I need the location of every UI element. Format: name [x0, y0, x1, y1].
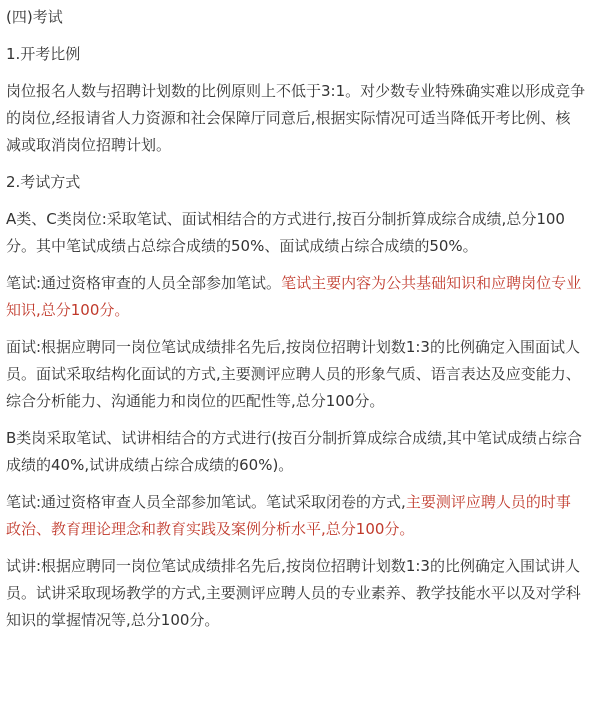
paragraph-b-written: [6, 489, 602, 543]
section-title: (四)考试: [6, 8, 63, 26]
plain-text: 笔试:通过资格审查的人员全部参加笔试。: [6, 274, 282, 292]
paragraph-ac-intro: [6, 206, 602, 260]
paragraph-line: 成绩的40%,试讲成绩占综合成绩的60%)。: [6, 456, 294, 474]
paragraph-line: 员。试讲采取现场教学的方式,主要测评应聘人员的专业素养、教学技能水平以及对学科: [6, 584, 581, 602]
paragraph-line: 面试:根据应聘同一岗位笔试成绩排名先后,按岗位招聘计划数1:3的比例确定入围面试人: [6, 338, 580, 356]
paragraph-line: A类、C类岗位:采取笔试、面试相结合的方式进行,按百分制折算成综合成绩,总分100: [6, 210, 565, 228]
paragraph-b-intro: [6, 425, 602, 479]
paragraph-line: 分。其中笔试成绩占总综合成绩的50%、面试成绩占综合成绩的50%。: [6, 237, 478, 255]
paragraph-line: [6, 489, 602, 516]
plain-text: 笔试:通过资格审查人员全部参加笔试。笔试采取闭卷的方式,: [6, 493, 406, 511]
subsection-title-ratio: 1.开考比例: [6, 45, 81, 63]
paragraph-ratio: [6, 78, 602, 159]
paragraph-b-lecture: [6, 553, 602, 634]
paragraph-line: 减或取消岗位招聘计划。: [6, 136, 172, 154]
paragraph-line: 员。面试采取结构化面试的方式,主要测评应聘人员的形象气质、语言表达及应变能力、: [6, 365, 581, 383]
highlighted-text: 主要测评应聘人员的时事: [405, 493, 571, 511]
highlighted-line: 政治、教育理论理念和教育实践及案例分析水平,总分100分。: [6, 520, 415, 538]
paragraph-line: 的岗位,经报请省人力资源和社会保障厅同意后,根据实际情况可适当降低开考比例、核: [6, 109, 571, 127]
subsection-title-method: 2.考试方式: [6, 173, 81, 191]
paragraph-line: [6, 270, 602, 297]
highlighted-line: 知识,总分100分。: [6, 301, 130, 319]
paragraph-ac-written: [6, 270, 602, 324]
paragraph-line: B类岗采取笔试、试讲相结合的方式进行(按百分制折算成综合成绩,其中笔试成绩占综合: [6, 429, 582, 447]
paragraph-ac-interview: [6, 334, 602, 415]
highlighted-text: 笔试主要内容为公共基础知识和应聘岗位专业: [281, 274, 582, 292]
paragraph-line: 知识的掌握情况等,总分100分。: [6, 611, 220, 629]
paragraph-line: 试讲:根据应聘同一岗位笔试成绩排名先后,按岗位招聘计划数1:3的比例确定入围试讲人: [6, 557, 580, 575]
paragraph-line: 综合分析能力、沟通能力和岗位的匹配性等,总分100分。: [6, 392, 385, 410]
paragraph-line: 岗位报名人数与招聘计划数的比例原则上不低于3:1。对少数专业特殊确实难以形成竞争: [6, 82, 586, 100]
